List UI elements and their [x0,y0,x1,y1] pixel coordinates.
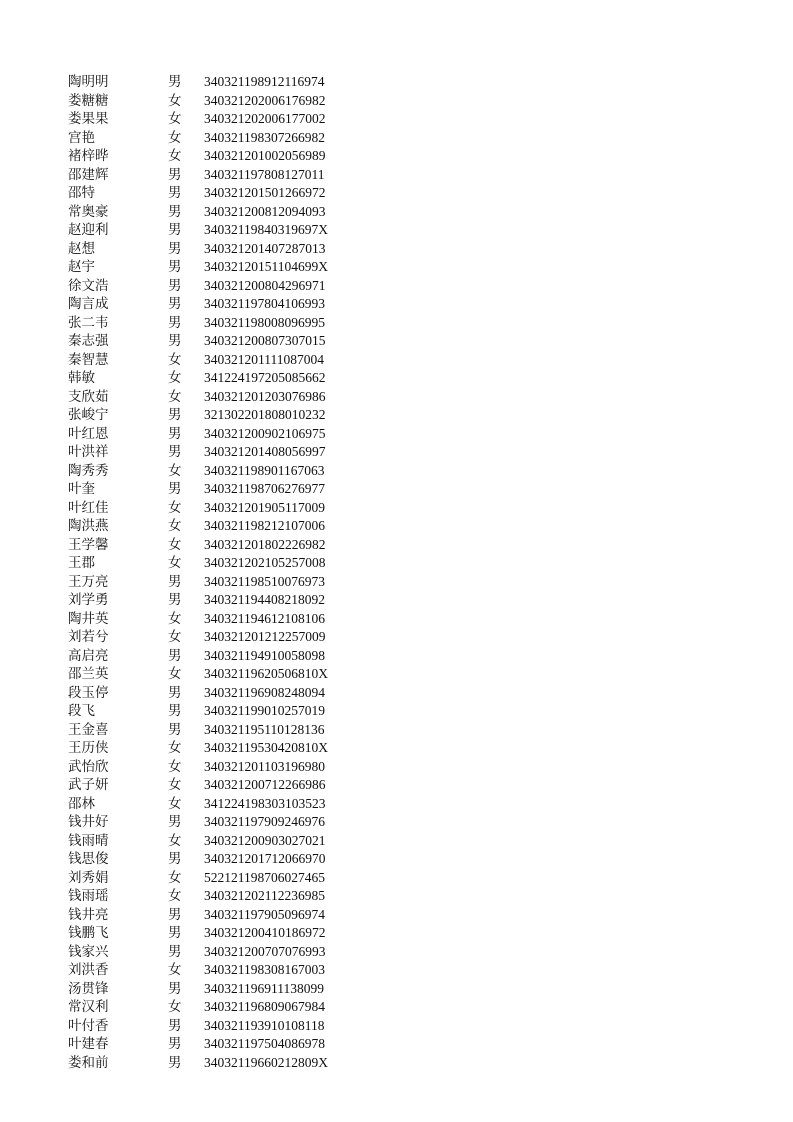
person-sex: 男 [168,1017,182,1034]
person-name: 刘学勇 [68,592,109,608]
person-name: 陶明明 [68,74,109,90]
person-sex: 男 [168,203,182,220]
person-id-number: 341224198303103523 [204,795,326,811]
person-sex: 男 [168,1054,182,1071]
person-sex: 男 [168,314,182,331]
table-row [68,887,368,906]
person-name: 邵林 [68,795,95,812]
person-name: 钱井亮 [68,906,109,923]
person-sex: 男 [168,703,182,719]
person-sex: 女 [168,111,182,127]
person-sex: 女 [168,370,182,386]
person-id-number: 340321202105257008 [204,555,326,570]
person-name: 叶付香 [68,1017,109,1034]
person-id-number: 340321201203076986 [204,388,326,404]
table-row [68,591,368,610]
person-sex: 男 [168,814,182,830]
person-name: 支欣茹 [68,388,109,405]
person-id-number: 340321198307266982 [204,129,325,145]
person-id-number: 321302201808010232 [204,407,326,422]
person-id-number: 340321196911138099 [204,980,324,996]
person-sex: 男 [168,851,182,867]
person-name: 娄糖糖 [68,92,109,109]
table-row [68,258,368,277]
person-id-number: 340321201408056997 [204,444,326,459]
person-name: 钱思俊 [68,851,109,867]
table-row [68,480,368,499]
person-name: 赵想 [68,240,95,257]
person-sex: 男 [168,980,182,997]
person-name: 段飞 [68,703,95,719]
table-row [68,628,368,647]
table-row [68,129,368,148]
person-id-number: 340321201501266972 [204,185,326,200]
table-row [68,758,368,777]
person-name: 张峻宁 [68,407,109,423]
table-row [68,295,368,314]
person-id-number: 340321198308167003 [204,962,325,977]
table-row [68,203,368,222]
person-id-number: 340321196908248094 [204,684,325,700]
person-sex: 男 [168,407,182,423]
person-id-number: 340321197504086978 [204,1036,325,1051]
person-sex: 男 [168,573,182,590]
table-row [68,517,368,536]
person-name: 陶井英 [68,610,109,627]
table-row [68,943,368,962]
person-name: 陶洪燕 [68,518,109,534]
person-id-number: 340321201212257009 [204,629,326,644]
table-row [68,924,368,943]
person-sex: 男 [168,296,182,312]
person-sex: 女 [168,129,182,146]
person-sex: 男 [168,481,182,497]
person-sex: 女 [168,499,182,516]
person-name: 常汉利 [68,999,109,1015]
person-id-number: 34032119530420810X [204,740,328,755]
table-row [68,277,368,296]
person-id-number: 340321195110128136 [204,721,325,737]
table-row [68,92,368,111]
person-name: 韩敏 [68,370,95,386]
person-sex: 女 [168,869,182,886]
person-name: 王金喜 [68,721,109,738]
table-row [68,184,368,203]
person-sex: 男 [168,166,182,183]
person-id-number: 340321201905117009 [204,499,325,515]
person-name: 邵兰英 [68,666,109,682]
person-id-number: 34032119620506810X [204,666,328,681]
person-sex: 男 [168,721,182,738]
person-id-number: 341224197205085662 [204,370,326,385]
table-row [68,166,368,185]
table-row [68,536,368,555]
person-name: 王学馨 [68,536,109,553]
table-row [68,462,368,481]
person-sex: 男 [168,943,182,960]
table-row [68,388,368,407]
person-id-number: 340321201002056989 [204,148,326,163]
person-name: 钱井好 [68,814,109,830]
table-row [68,1054,368,1073]
table-row [68,351,368,370]
person-name: 褚梓晔 [68,148,109,164]
person-name: 叶红佳 [68,499,109,516]
person-id-number: 340321196809067984 [204,999,325,1014]
person-id-number: 340321201407287013 [204,240,326,256]
person-sex: 女 [168,999,182,1015]
table-row [68,795,368,814]
person-sex: 女 [168,832,182,849]
person-id-number: 340321194910058098 [204,647,325,663]
table-row [68,869,368,888]
table-row [68,721,368,740]
person-sex: 女 [168,666,182,682]
table-row [68,425,368,444]
person-name: 钱雨瑶 [68,888,109,904]
person-sex: 女 [168,777,182,793]
person-sex: 女 [168,518,182,534]
person-name: 段玉停 [68,684,109,701]
person-id-number: 340321197808127011 [204,166,325,182]
person-id-number: 340321202006176982 [204,92,326,108]
person-sex: 男 [168,444,182,460]
person-name: 徐文浩 [68,277,109,294]
person-id-number: 340321200804296971 [204,277,326,293]
person-id-number: 340321201802226982 [204,536,326,552]
person-name: 武子妍 [68,777,109,793]
person-name: 娄果果 [68,111,109,127]
person-name: 王历侠 [68,740,109,756]
person-name: 叶奎 [68,481,95,497]
person-sex: 女 [168,388,182,405]
person-sex: 男 [168,74,182,90]
table-row [68,499,368,518]
person-sex: 男 [168,684,182,701]
table-row [68,554,368,573]
person-sex: 男 [168,333,182,349]
person-sex: 男 [168,647,182,664]
person-name: 王郡 [68,555,95,571]
person-id-number: 340321198901167063 [204,462,325,478]
person-name: 刘秀娟 [68,869,109,886]
table-row [68,906,368,925]
person-name: 陶秀秀 [68,462,109,479]
table-row [68,147,368,166]
person-name: 叶洪祥 [68,444,109,460]
person-sex: 男 [168,240,182,257]
table-row [68,647,368,666]
person-name: 武怡欣 [68,758,109,775]
roster-list [68,73,368,1072]
person-id-number: 340321200903027021 [204,832,326,848]
person-sex: 女 [168,92,182,109]
person-sex: 女 [168,888,182,904]
table-row [68,850,368,869]
person-id-number: 340321200812094093 [204,203,326,219]
person-sex: 女 [168,536,182,553]
person-id-number: 340321198706276977 [204,481,325,496]
person-name: 钱鹏飞 [68,925,109,941]
person-name: 叶建春 [68,1036,109,1052]
person-id-number: 340321202006177002 [204,111,326,126]
person-id-number: 340321200902106975 [204,425,326,441]
person-name: 汤贯锋 [68,980,109,997]
person-name: 张二韦 [68,314,109,331]
table-row [68,739,368,758]
person-name: 赵迎利 [68,222,109,238]
person-name: 邵建辉 [68,166,109,183]
person-id-number: 340321194612108106 [204,610,325,626]
person-id-number: 340321198510076973 [204,573,325,589]
person-sex: 男 [168,259,182,275]
person-name: 宫艳 [68,129,95,146]
person-id-number: 34032120151104699X [204,259,328,274]
person-id-number: 340321201103196980 [204,758,325,774]
table-row [68,314,368,333]
person-name: 邵特 [68,185,95,201]
person-sex: 女 [168,148,182,164]
person-sex: 女 [168,351,182,368]
table-row [68,998,368,1017]
table-row [68,1035,368,1054]
person-id-number: 340321198212107006 [204,518,325,533]
person-name: 刘若兮 [68,629,109,645]
person-sex: 男 [168,906,182,923]
table-row [68,406,368,425]
table-row [68,961,368,980]
person-name: 陶言成 [68,296,109,312]
table-row [68,369,368,388]
person-id-number: 340321200707076993 [204,943,326,959]
person-id-number: 340321200712266986 [204,777,326,792]
person-sex: 男 [168,425,182,442]
person-id-number: 340321200410186972 [204,925,326,940]
person-name: 刘洪香 [68,962,109,978]
table-row [68,443,368,462]
person-sex: 女 [168,462,182,479]
person-name: 赵宇 [68,259,95,275]
table-row [68,610,368,629]
table-row [68,573,368,592]
table-row [68,776,368,795]
person-name: 钱雨晴 [68,832,109,849]
person-sex: 男 [168,185,182,201]
person-id-number: 340321202112236985 [204,888,325,903]
person-id-number: 34032119840319697X [204,222,328,237]
person-id-number: 340321201712066970 [204,851,326,866]
table-row [68,665,368,684]
person-id-number: 340321199010257019 [204,703,325,718]
person-sex: 男 [168,277,182,294]
person-id-number: 340321198912116974 [204,74,325,89]
table-row [68,221,368,240]
person-id-number: 522121198706027465 [204,869,325,885]
person-name: 常奥豪 [68,203,109,220]
person-name: 叶红恩 [68,425,109,442]
person-sex: 男 [168,1036,182,1052]
table-row [68,813,368,832]
table-row [68,110,368,129]
person-name: 秦志强 [68,333,109,349]
person-id-number: 340321193910108118 [204,1017,325,1033]
table-row [68,832,368,851]
person-id-number: 340321197909246976 [204,814,325,829]
person-sex: 男 [168,925,182,941]
table-row [68,332,368,351]
person-sex: 女 [168,555,182,571]
person-id-number: 340321197804106993 [204,296,325,311]
person-id-number: 34032119660212809X [204,1054,328,1070]
person-id-number: 340321201111087004 [204,351,324,367]
person-sex: 女 [168,629,182,645]
person-sex: 男 [168,592,182,608]
table-row [68,240,368,259]
person-sex: 女 [168,758,182,775]
person-name: 娄和前 [68,1054,109,1071]
person-name: 王万亮 [68,573,109,590]
person-id-number: 340321197905096974 [204,906,325,922]
person-sex: 男 [168,222,182,238]
person-name: 高启亮 [68,647,109,664]
person-id-number: 340321198008096995 [204,314,325,330]
person-id-number: 340321194408218092 [204,592,325,607]
person-name: 秦智慧 [68,351,109,368]
person-sex: 女 [168,795,182,812]
person-id-number: 340321200807307015 [204,333,326,348]
person-sex: 女 [168,740,182,756]
person-sex: 女 [168,962,182,978]
table-row [68,73,368,92]
person-sex: 女 [168,610,182,627]
person-name: 钱家兴 [68,943,109,960]
table-row [68,702,368,721]
table-row [68,980,368,999]
table-row [68,684,368,703]
table-row [68,1017,368,1036]
